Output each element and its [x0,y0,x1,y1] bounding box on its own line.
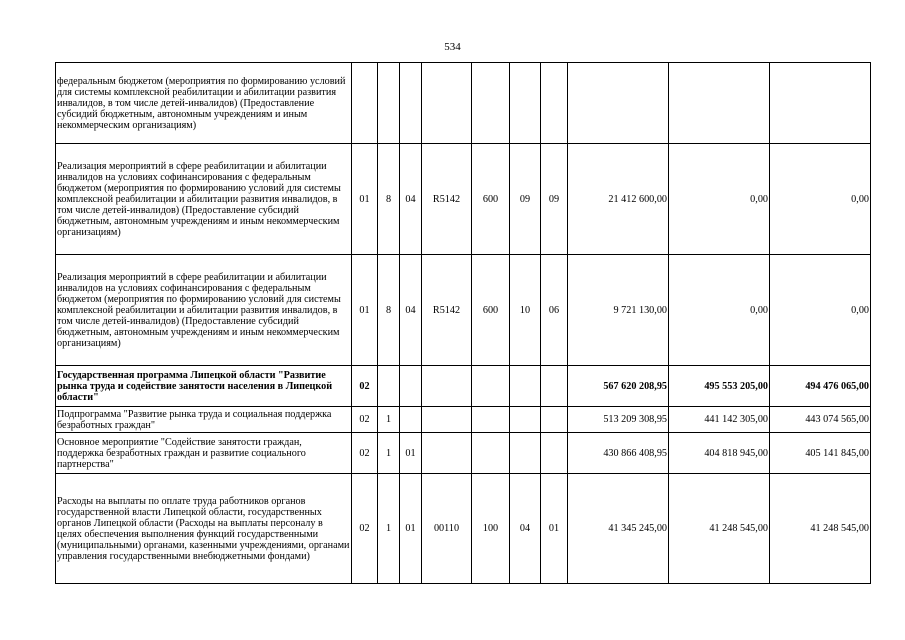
expense-type-cell [472,63,510,144]
target-article-cell [422,63,472,144]
table-row [56,433,871,474]
subprogram-code-cell [378,366,400,407]
expense-type-cell: 600 [472,144,510,255]
row-name-cell: федеральным бюджетом (мероприятия по формированию условий для системы комплексной реабилитации и абилитации развития инвалидов, в том числе детей-инвалидов) (Предоставление субсидий бюджетным, автономным учреждениям и иным некоммерческим организациям) [56,63,352,144]
section-cell: 04 [510,474,541,584]
section-cell [510,63,541,144]
program-code-cell: 01 [352,255,378,366]
subprogram-code-cell: 8 [378,255,400,366]
expense-type-cell [472,433,510,474]
amount-year2-cell: 441 142 305,00 [669,407,770,433]
amount-year3-cell: 0,00 [770,144,871,255]
program-code-cell: 02 [352,474,378,584]
amount-year2-cell: 404 818 945,00 [669,433,770,474]
subprogram-code-cell [378,63,400,144]
activity-code-cell: 04 [400,144,422,255]
subsection-cell: 06 [541,255,568,366]
subprogram-code-cell: 1 [378,474,400,584]
amount-year3-cell [770,63,871,144]
activity-code-cell: 01 [400,474,422,584]
activity-code-cell: 04 [400,255,422,366]
amount-year1-cell: 513 209 308,95 [568,407,669,433]
amount-year2-cell: 495 553 205,00 [669,366,770,407]
subsection-cell [541,433,568,474]
amount-year1-cell: 41 345 245,00 [568,474,669,584]
target-article-cell: R5142 [422,255,472,366]
subsection-cell [541,63,568,144]
expense-type-cell [472,366,510,407]
target-article-cell [422,366,472,407]
program-code-cell: 02 [352,366,378,407]
subprogram-code-cell: 8 [378,144,400,255]
row-name-cell: Расходы на выплаты по оплате труда работников органов государственной власти Липецкой области, государственных органов Липецкой области (Расходы на выплаты персоналу в целях обеспечения выполнения функций государственными (муниципальными) органами, казенными учреждениями, органами управления государственными внебюджетными фондами) [56,474,352,584]
subsection-cell: 09 [541,144,568,255]
program-code-cell: 01 [352,144,378,255]
subprogram-code-cell: 1 [378,433,400,474]
subsection-cell [541,407,568,433]
amount-year1-cell: 567 620 208,95 [568,366,669,407]
table-row [56,474,871,584]
amount-year3-cell: 443 074 565,00 [770,407,871,433]
amount-year3-cell: 405 141 845,00 [770,433,871,474]
table-row [56,407,871,433]
activity-code-cell: 01 [400,433,422,474]
subsection-cell [541,366,568,407]
amount-year1-cell: 9 721 130,00 [568,255,669,366]
expense-type-cell: 600 [472,255,510,366]
table-row [56,144,871,255]
expense-type-cell: 100 [472,474,510,584]
program-code-cell: 02 [352,407,378,433]
amount-year3-cell: 0,00 [770,255,871,366]
amount-year3-cell: 41 248 545,00 [770,474,871,584]
program-code-cell [352,63,378,144]
table-body [56,63,871,584]
section-cell [510,366,541,407]
target-article-cell: R5142 [422,144,472,255]
amount-year2-cell: 0,00 [669,255,770,366]
amount-year1-cell: 430 866 408,95 [568,433,669,474]
row-name-cell: Реализация мероприятий в сфере реабилитации и абилитации инвалидов на условиях софинансирования с федеральным бюджетом (мероприятия по формированию условий для системы комплексной реабилитации и абилитации развития инвалидов, в том числе детей-инвалидов) (Предоставление субсидий бюджетным, автономным учреждениям и иным некоммерческим организациям) [56,144,352,255]
row-name-cell: Основное мероприятие "Содействие занятости граждан, поддержка безработных граждан и развитие социального партнерства" [56,433,352,474]
section-cell: 09 [510,144,541,255]
target-article-cell [422,407,472,433]
table-row [56,63,871,144]
table-row [56,255,871,366]
program-code-cell: 02 [352,433,378,474]
expense-type-cell [472,407,510,433]
amount-year3-cell: 494 476 065,00 [770,366,871,407]
row-name-cell: Государственная программа Липецкой области "Развитие рынка труда и содействие занятости населения в Липецкой области" [56,366,352,407]
subprogram-code-cell: 1 [378,407,400,433]
table-row [56,366,871,407]
row-name-cell: Реализация мероприятий в сфере реабилитации и абилитации инвалидов на условиях софинансирования с федеральным бюджетом (мероприятия по формированию условий для системы комплексной реабилитации и абилитации развития инвалидов, в том числе детей-инвалидов) (Предоставление субсидий бюджетным, автономным учреждениям и иным некоммерческим организациям) [56,255,352,366]
row-name-cell: Подпрограмма "Развитие рынка труда и социальная поддержка безработных граждан" [56,407,352,433]
amount-year2-cell: 41 248 545,00 [669,474,770,584]
budget-table [55,62,871,584]
activity-code-cell [400,407,422,433]
section-cell: 10 [510,255,541,366]
target-article-cell [422,433,472,474]
activity-code-cell [400,366,422,407]
subsection-cell: 01 [541,474,568,584]
amount-year1-cell [568,63,669,144]
amount-year1-cell: 21 412 600,00 [568,144,669,255]
target-article-cell: 00110 [422,474,472,584]
section-cell [510,433,541,474]
amount-year2-cell [669,63,770,144]
page-number: 534 [444,41,461,53]
section-cell [510,407,541,433]
amount-year2-cell: 0,00 [669,144,770,255]
activity-code-cell [400,63,422,144]
